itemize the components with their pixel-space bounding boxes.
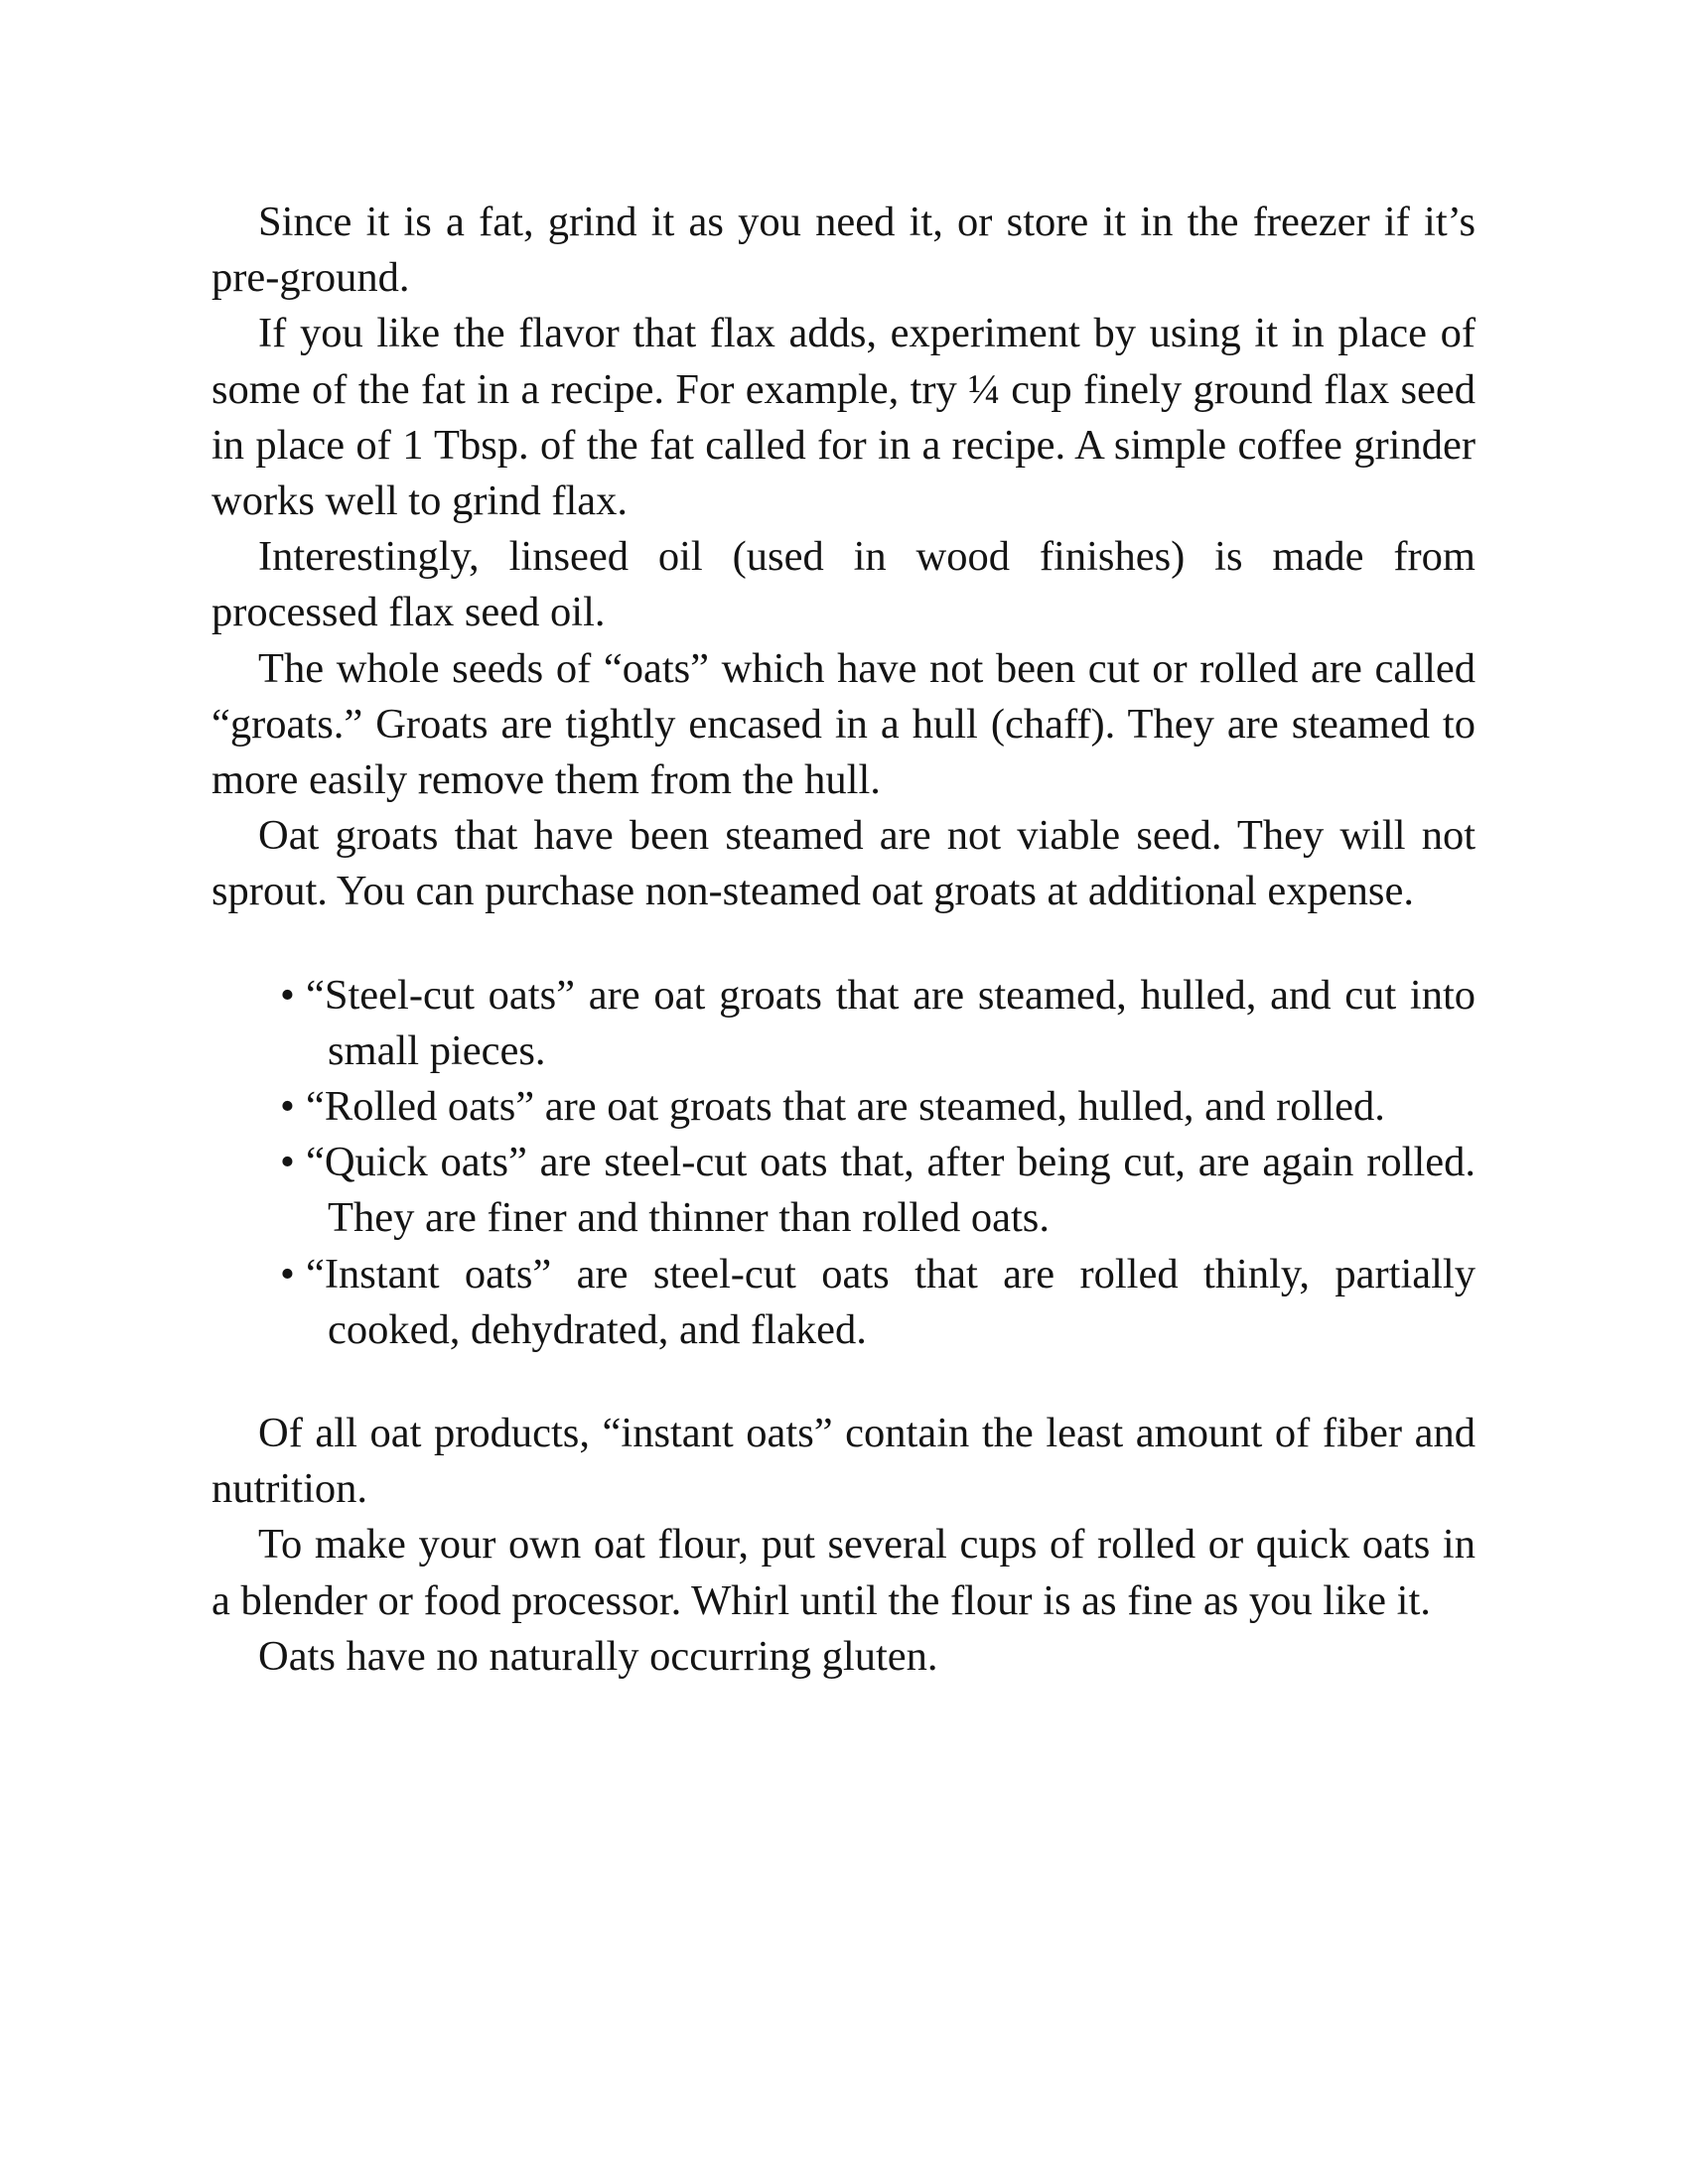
- paragraph-flax-storage: Since it is a fat, grind it as you need it, or store it in the freezer if it’s pre-ground.: [211, 199, 1476, 302]
- paragraph-gluten: Oats have no naturally occurring gluten.: [258, 1632, 938, 1680]
- bullet-icon: •: [280, 1139, 295, 1186]
- list-item-text: “Steel-cut oats” are oat groats that are steamed, hulled, and cut into small pieces.: [306, 971, 1476, 1074]
- list-item-text: “Rolled oats” are oat groats that are steamed, hulled, and rolled.: [306, 1083, 1385, 1131]
- paragraph-linseed-oil: Interestingly, linseed oil (used in wood finishes) is made from processed flax seed oil.: [211, 533, 1476, 636]
- list-item-quick-oats: [258, 1135, 1476, 1246]
- list-item-rolled-oats: [258, 1079, 1476, 1135]
- paragraph-oat-flour: To make your own oat flour, put several cups of rolled or quick oats in a blender or food processor. Whirl until the flour is as fine as you like it.: [211, 1521, 1476, 1624]
- list-item-text: “Instant oats” are steel-cut oats that are rolled thinly, partially cooked, dehydrated, and flaked.: [306, 1250, 1476, 1353]
- paragraph-steamed-groats: Oat groats that have been steamed are not viable seed. They will not sprout. You can purchase non-steamed oat groats at additional expense.: [211, 812, 1476, 915]
- page-body: [211, 195, 1476, 1685]
- bullet-icon: •: [280, 1083, 295, 1131]
- oat-types-list: [211, 968, 1476, 1358]
- list-item-text: “Quick oats” are steel-cut oats that, after being cut, are again rolled. They are finer and thinner than rolled oats.: [306, 1139, 1476, 1242]
- paragraph-oat-groats: The whole seeds of “oats” which have not been cut or rolled are called “groats.” Groats are tightly encased in a hull (chaff). They are steamed to more easily remove them from the hull.: [211, 644, 1476, 804]
- bullet-icon: •: [280, 971, 295, 1019]
- list-item-instant-oats: [258, 1247, 1476, 1358]
- list-item-steel-cut-oats: [258, 968, 1476, 1079]
- bullet-icon: •: [280, 1250, 295, 1297]
- paragraph-instant-oats-nutrition: Of all oat products, “instant oats” contain the least amount of fiber and nutrition.: [211, 1410, 1476, 1513]
- paragraph-flax-substitution: If you like the flavor that flax adds, experiment by using it in place of some of the fat in a recipe. For example, try ¼ cup finely ground flax seed in place of 1 Tbsp. of the fat called for in a recipe. A simple coffee grinder works well to grind flax.: [211, 310, 1476, 525]
